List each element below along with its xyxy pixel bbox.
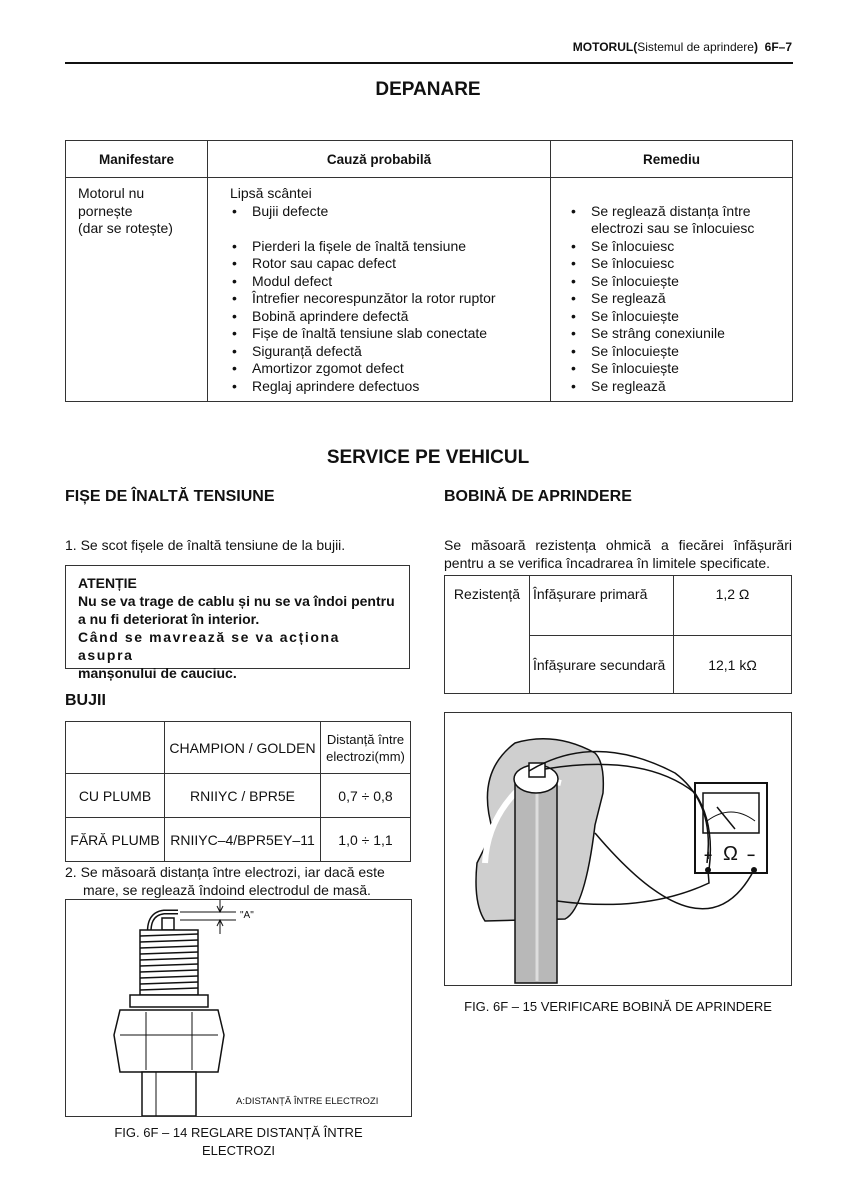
- depanare-title: DEPANARE: [375, 79, 481, 100]
- bujii-row-type: CU PLUMB: [66, 774, 165, 818]
- spark-plug-illustration: [66, 900, 411, 1116]
- coil-value: 12,1 kΩ: [674, 636, 792, 694]
- figure-note: A:DISTANȚĂ ÎNTRE ELECTROZI: [236, 1096, 379, 1107]
- bobina-text-line: Se măsoară rezistența ohmică a fiecărei înfășurări: [444, 537, 792, 553]
- fig14-caption: [65, 1124, 412, 1160]
- cauza-item: • Amortizor zgomot defect: [230, 360, 538, 378]
- header-rule: [65, 62, 793, 64]
- bujii-header-brand: CHAMPION / GOLDEN: [165, 722, 321, 774]
- bujii-row-model: RNIIYC–4/BPR5EY–11: [165, 818, 321, 862]
- meter-minus: −: [747, 847, 756, 863]
- cauza-cell: [208, 178, 551, 402]
- header-close: ): [753, 40, 758, 54]
- coil-illustration: [445, 713, 791, 985]
- bujii-row-type: FĂRĂ PLUMB: [66, 818, 165, 862]
- bujii-row-gap: 0,7 ÷ 0,8: [321, 774, 411, 818]
- remedii-list: [569, 203, 784, 396]
- fise-step1: 1. Se scot fișele de înaltă tensiune de la bujii.: [65, 537, 346, 553]
- col-remediu: Remediu: [551, 141, 793, 178]
- header-section: Sistemul de aprindere: [637, 40, 754, 54]
- coil-resistance-table: [444, 575, 792, 694]
- remediu-item: • Se înlocuiește: [569, 343, 784, 361]
- running-header: [573, 40, 792, 54]
- cauza-item: • Bobină aprindere defectă: [230, 308, 538, 326]
- fig15-caption: FIG. 6F – 15 VERIFICARE BOBINĂ DE APRINDERE: [464, 999, 772, 1014]
- cauza-item: • Bujii defecte: [230, 203, 538, 221]
- remediu-item: • Se reglează: [569, 378, 784, 396]
- cauza-item: • Siguranță defectă: [230, 343, 538, 361]
- atentie-line: a nu fi deteriorat în interior.: [78, 611, 260, 627]
- atentie-line: Când se mavrează se va acționa asupra: [78, 629, 341, 663]
- fig14-caption-line: FIG. 6F – 14 REGLARE DISTANȚĂ ÎNTRE: [114, 1125, 363, 1140]
- remediu-item: • Se înlocuiesc: [569, 255, 784, 273]
- remediu-item: • Se strâng conexiunile: [569, 325, 784, 343]
- rezistenta-label: Rezistență: [445, 576, 530, 694]
- bujii-header-gap: Distanță între electrozi(mm): [321, 722, 411, 774]
- cauza-heading: Lipsă scântei: [230, 185, 312, 201]
- cauza-item: • Întrefier necorespunzător la rotor ruptor: [230, 290, 538, 308]
- coil-figure: [444, 712, 792, 986]
- col-manifestare: Manifestare: [66, 141, 208, 178]
- coil-winding: Înfășurare primară: [530, 576, 674, 636]
- remediu-item: • Se înlocuiesc: [569, 238, 784, 256]
- remediu-item: • Se înlocuiește: [569, 360, 784, 378]
- cauza-item: • Modul defect: [230, 273, 538, 291]
- coil-winding: Înfășurare secundară: [530, 636, 674, 694]
- bobina-title: BOBINĂ DE APRINDERE: [444, 488, 632, 505]
- cauza-item: • Pierderi la fișele de înaltă tensiune: [230, 238, 538, 256]
- remediu-item: • Se reglează distanța între electrozi sau se înlocuiesc: [569, 203, 784, 238]
- bujii-row-model: RNIIYC / BPR5E: [165, 774, 321, 818]
- gap-label-a: "A": [240, 910, 254, 921]
- meter-omega: Ω: [723, 843, 738, 865]
- remediu-cell: [551, 178, 793, 402]
- bujii-step2: [65, 863, 412, 899]
- header-prefix: MOTORUL: [572, 40, 634, 54]
- fig14-caption-line: ELECTROZI: [202, 1143, 275, 1158]
- page-number: 6F–7: [764, 40, 792, 54]
- troubleshooting-table: [65, 140, 793, 402]
- bujii-step2-line: 2. Se măsoară distanța între electrozi, iar dacă este: [65, 864, 385, 880]
- manifestare-cell: [66, 178, 208, 402]
- manifestare-line: Motorul nu pornește: [78, 185, 145, 219]
- cauza-item: • Fișe de înaltă tensiune slab conectate: [230, 325, 538, 343]
- bujii-title: BUJII: [65, 692, 106, 709]
- bobina-text-line: pentru a se verifica încadrarea în limitele specificate.: [444, 555, 771, 571]
- cauza-item: • Rotor sau capac defect: [230, 255, 538, 273]
- bujii-row-gap: 1,0 ÷ 1,1: [321, 818, 411, 862]
- bujii-step2-line: mare, se reglează îndoind electrodul de masă.: [83, 882, 371, 898]
- bujii-header-empty: [66, 722, 165, 774]
- remediu-item: • Se reglează: [569, 290, 784, 308]
- bujii-table: [65, 721, 411, 862]
- col-cauza: Cauză probabilă: [208, 141, 551, 178]
- remediu-item: • Se înlocuiește: [569, 308, 784, 326]
- atentie-line: Nu se va trage de cablu și nu se va îndoi pentru: [78, 593, 395, 609]
- meter-plus: +: [704, 847, 713, 863]
- atentie-box: [65, 565, 410, 681]
- service-title: SERVICE PE VEHICUL: [326, 447, 530, 468]
- atentie-line: manșonului de cauciuc.: [78, 665, 237, 681]
- coil-value: 1,2 Ω: [674, 576, 792, 636]
- fise-title: FIȘE DE ÎNALTĂ TENSIUNE: [65, 488, 275, 505]
- header-open: (: [633, 40, 638, 54]
- bobina-text: [444, 536, 792, 572]
- cauza-item: • Reglaj aprindere defectuos: [230, 378, 538, 396]
- spark-plug-figure: [65, 899, 412, 1117]
- remediu-item: • Se înlocuiește: [569, 273, 784, 291]
- manifestare-line: (dar se rotește): [78, 220, 173, 236]
- cauze-list: [230, 203, 538, 396]
- atentie-title: ATENȚIE: [78, 575, 137, 591]
